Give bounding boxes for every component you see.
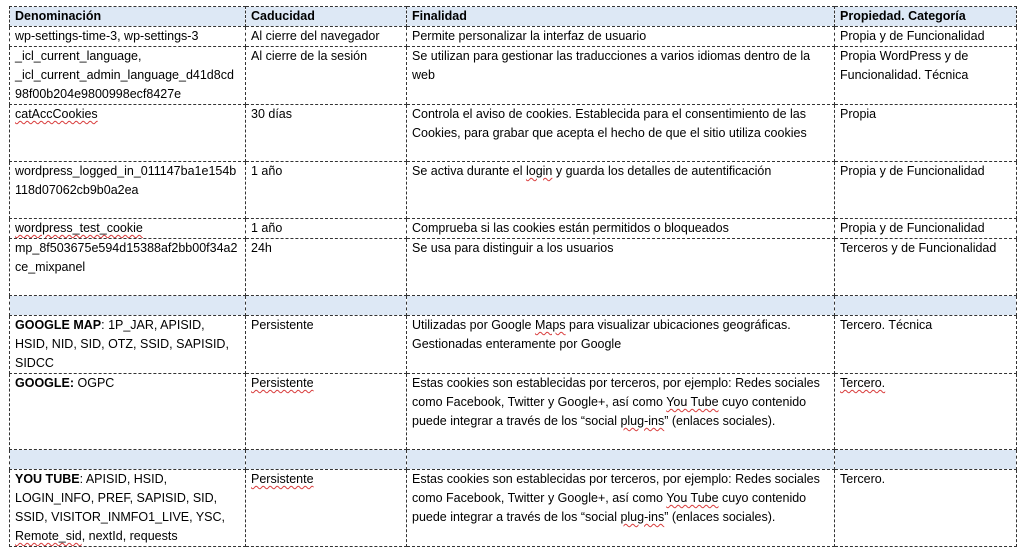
separator-row (10, 296, 1017, 316)
cookie-expiry (246, 470, 407, 547)
cookie-name: wordpress_logged_in_011147ba1e154b118d07062cb9b0a2ea (10, 162, 246, 219)
cookie-expiry: 30 días (246, 105, 407, 162)
cookie-name-list: : APISID, HSID, LOGIN_INFO, PREF, SAPISID, SID, SSID, VISITOR_INMFO1_LIVE, YSC, (15, 472, 226, 524)
cookie-name: _icl_current_language, _icl_current_admin_language_d41d8cd98f00b204e9800998ecf8427e (10, 47, 246, 105)
table-row (10, 162, 1017, 219)
purpose-text-flagged: You Tube (666, 491, 719, 505)
cookie-expiry: 24h (246, 239, 407, 296)
purpose-text-flagged: You Tube (666, 395, 719, 409)
provider-name: YOU TUBE (15, 472, 80, 486)
cookie-expiry: 1 año (246, 219, 407, 239)
cookie-purpose (407, 470, 835, 547)
table-row (10, 27, 1017, 47)
purpose-text: ” (enlaces sociales). (664, 510, 776, 524)
purpose-text: Se activa durante el (412, 164, 526, 178)
purpose-text: y guarda los detalles de autentificación (552, 164, 772, 178)
cookie-name: mp_8f503675e594d15388af2bb00f34a2ce_mixpanel (10, 239, 246, 296)
purpose-text: ” (enlaces sociales). (664, 414, 776, 428)
table-row (10, 316, 1017, 374)
purpose-text-flagged: plug-ins (620, 414, 665, 428)
cookie-name-list: OGPC (74, 376, 115, 390)
cookie-purpose (407, 316, 835, 374)
cookie-name (10, 105, 246, 162)
expiry-text: Persistente (251, 376, 314, 390)
table-row (10, 47, 1017, 105)
cookie-purpose (407, 374, 835, 450)
cookie-expiry: 1 año (246, 162, 407, 219)
cookie-name: wp-settings-time-3, wp-settings-3 (10, 27, 246, 47)
purpose-text: cuyo contenido puede integrar a través de los “social (412, 395, 807, 428)
cookie-purpose: Permite personalizar la interfaz de usuario (407, 27, 835, 47)
purpose-text: Estas cookies son establecidas por terceros, por ejemplo: Redes sociales como Facebook, Twitter y Google+, así como (412, 472, 820, 505)
purpose-text-flagged: Maps (534, 318, 566, 332)
cookie-name-list: , nextId, requests (81, 529, 178, 543)
cookie-purpose: Controla el aviso de cookies. Establecida para el consentimiento de las Cookies, para grabar que acepta el hecho de que el sitio utiliza cookies (407, 105, 835, 162)
cookie-name-list: : 1P_JAR, APISID, HSID, NID, SID, OTZ, SSID, SAPISID, SIDCC (15, 318, 229, 370)
purpose-text: Utilizadas por Google (412, 318, 535, 332)
cookie-purpose: Se usa para distinguir a los usuarios (407, 239, 835, 296)
header-propiedad: Propiedad. Categoría (835, 7, 1017, 27)
cookie-name-text: catAccCookies (15, 107, 98, 121)
cookie-name (10, 374, 246, 450)
cookie-property: Propia y de Funcionalidad (835, 162, 1017, 219)
purpose-text-flagged: login (525, 164, 553, 178)
purpose-text: para visualizar ubicaciones geográficas. Gestionadas enteramente por Google (412, 318, 791, 351)
cookie-property: Tercero. (835, 470, 1017, 547)
table-row (10, 239, 1017, 296)
cookie-property: Propia (835, 105, 1017, 162)
purpose-text-flagged: plug-ins (620, 510, 665, 524)
table-row (10, 105, 1017, 162)
purpose-text: Estas cookies son establecidas por terceros, por ejemplo: Redes sociales como Facebook, Twitter y Google+, así como (412, 376, 820, 409)
cookie-property: Propia y de Funcionalidad (835, 27, 1017, 47)
header-denominacion: Denominación (10, 7, 246, 27)
separator-row (10, 450, 1017, 470)
cookie-expiry: Al cierre del navegador (246, 27, 407, 47)
header-finalidad: Finalidad (407, 7, 835, 27)
table-row (10, 374, 1017, 450)
cookie-name (10, 316, 246, 374)
cookie-name (10, 219, 246, 239)
cookie-name (10, 470, 246, 547)
cookie-expiry: Persistente (246, 316, 407, 374)
table-row (10, 470, 1017, 547)
property-text: Tercero. (840, 376, 886, 390)
cookie-purpose (407, 162, 835, 219)
purpose-text: cuyo contenido puede integrar a través de los “social (412, 491, 807, 524)
provider-name: GOOGLE: (15, 376, 75, 390)
cookie-expiry (246, 374, 407, 450)
cookie-property: Terceros y de Funcionalidad (835, 239, 1017, 296)
cookie-purpose: Se utilizan para gestionar las traducciones a varios idiomas dentro de la web (407, 47, 835, 105)
cookie-expiry: Al cierre de la sesión (246, 47, 407, 105)
cookie-purpose: Comprueba si las cookies están permitidos o bloqueados (407, 219, 835, 239)
cookie-table (9, 6, 1017, 547)
cookie-name-text: wordpress_test_cookie (15, 221, 143, 235)
expiry-text: Persistente (251, 472, 314, 486)
cookie-property: Propia y de Funcionalidad (835, 219, 1017, 239)
table-row (10, 219, 1017, 239)
header-row (10, 7, 1017, 27)
cookie-property (835, 374, 1017, 450)
provider-name: GOOGLE MAP (15, 318, 102, 332)
header-caducidad: Caducidad (246, 7, 407, 27)
cookie-property: Propia WordPress y de Funcionalidad. Técnica (835, 47, 1017, 105)
cookie-property: Tercero. Técnica (835, 316, 1017, 374)
cookie-name-flagged: Remote_sid (15, 529, 82, 543)
